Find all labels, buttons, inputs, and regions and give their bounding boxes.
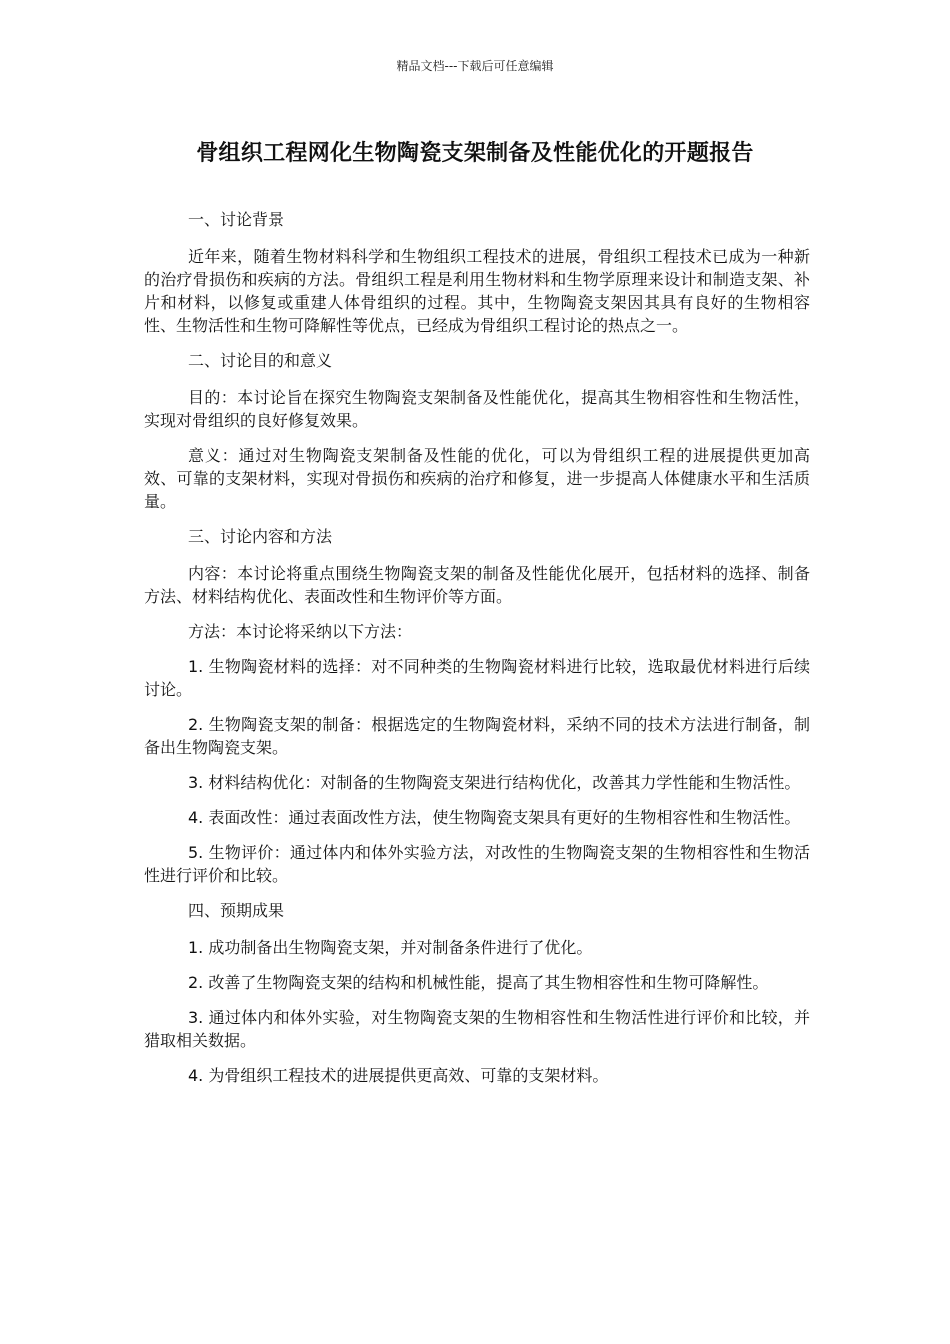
section-heading-purpose: 二、讨论目的和意义 [188, 351, 333, 370]
methods-intro-paragraph: 方法：本讨论将采纳以下方法： [188, 622, 413, 641]
page-header: 精品文档---下载后可任意编辑 [396, 59, 554, 73]
methods-item-2: 2. 生物陶瓷支架的制备：根据选定的生物陶瓷材料，采纳不同的技术方法进行制备，制备出生物陶瓷支架。 [144, 715, 810, 757]
results-item-3: 3. 通过体内和体外实验，对生物陶瓷支架的生物相容性和生物活性进行评价和比较，并猎取相关数据。 [144, 1008, 810, 1050]
results-item-2: 2. 改善了生物陶瓷支架的结构和机械性能，提高了其生物相容性和生物可降解性。 [188, 973, 769, 992]
document-title: 骨组织工程网化生物陶瓷支架制备及性能优化的开题报告 [196, 141, 754, 166]
methods-item-3: 3. 材料结构优化：对制备的生物陶瓷支架进行结构优化，改善其力学性能和生物活性。 [188, 773, 801, 792]
section-heading-results: 四、预期成果 [188, 901, 285, 920]
methods-item-4: 4. 表面改性：通过表面改性方法，使生物陶瓷支架具有更好的生物相容性和生物活性。 [188, 808, 801, 827]
results-item-4: 4. 为骨组织工程技术的进展提供更高效、可靠的支架材料。 [188, 1066, 609, 1085]
methods-item-5: 5. 生物评价：通过体内和体外实验方法，对改性的生物陶瓷支架的生物相容性和生物活性进行评价和比较。 [144, 843, 810, 885]
methods-item-1: 1. 生物陶瓷材料的选择：对不同种类的生物陶瓷材料进行比较，选取最优材料进行后续讨论。 [144, 657, 810, 699]
results-item-1: 1. 成功制备出生物陶瓷支架，并对制备条件进行了优化。 [188, 938, 593, 957]
section-heading-methods: 三、讨论内容和方法 [188, 527, 333, 546]
purpose-goal-paragraph: 目的：本讨论旨在探究生物陶瓷支架制备及性能优化，提高其生物相容性和生物活性，实现对骨组织的良好修复效果。 [144, 388, 810, 430]
methods-content-paragraph: 内容：本讨论将重点围绕生物陶瓷支架的制备及性能优化展开，包括材料的选择、制备方法、材料结构优化、表面改性和生物评价等方面。 [144, 564, 810, 606]
section-heading-background: 一、讨论背景 [188, 210, 285, 229]
purpose-significance-paragraph: 意义：通过对生物陶瓷支架制备及性能的优化，可以为骨组织工程的进展提供更加高效、可靠的支架材料，实现对骨损伤和疾病的治疗和修复，进一步提高人体健康水平和生活质量。 [144, 446, 810, 511]
background-paragraph: 近年来，随着生物材料科学和生物组织工程技术的进展，骨组织工程技术已成为一种新的治疗骨损伤和疾病的方法。骨组织工程是利用生物材料和生物学原理来设计和制造支架、补片和材料，以修复或重建人体骨组织的过程。其中，生物陶瓷支架因其具有良好的生物相容性、生物活性和生物可降解性等优点，已经成为骨组织工程讨论的热点之一。 [144, 247, 810, 335]
document-body [144, 208, 810, 1099]
